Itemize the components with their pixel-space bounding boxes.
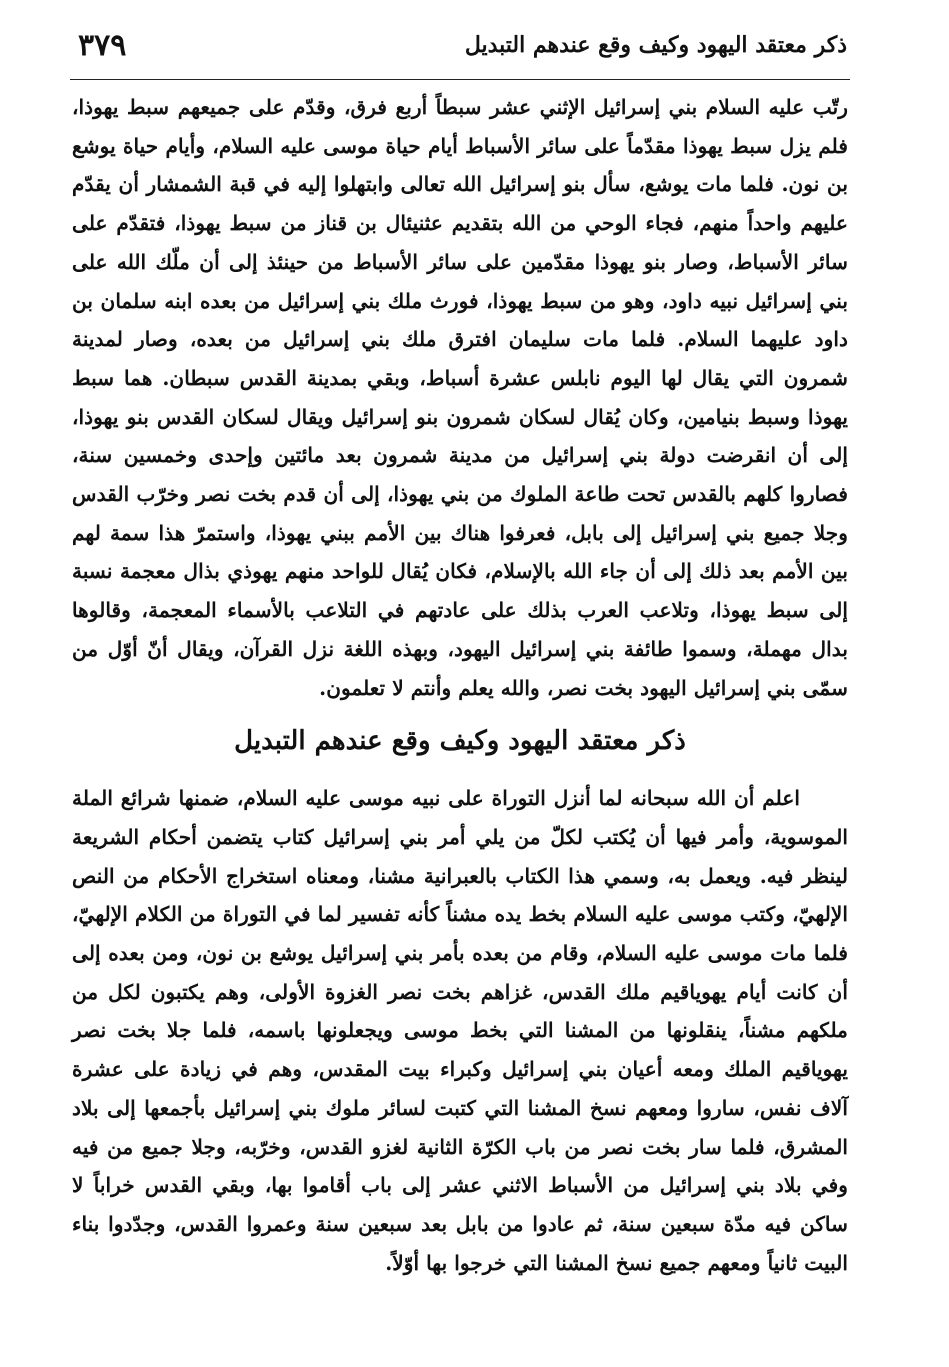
paragraph-2: اعلم أن الله سبحانه لما أنزل التوراة على نبيه موسى عليه السلام، ضمنها شرائع الملة الموسوية، وأمر فيها أن يُكتب لكلّ من يلي أمر بني إسرائيل كتاب يتضمن أحكام الشريعة لينظر فيه. ويعمل به، وسمي هذا الكتاب بالعبرانية مشنا، ومعناه استخراج الأحكام من النص الإلهيّ، وكتب موسى عليه السلام بخط يده مشناً كأنه تفسير لما في التوراة من الكلام الإلهيّ، فلما مات موسى عليه السلام، وقام من بعده بأمر بني إسرائيل يوشع بن نون، ومن بعده إلى أن كانت أيام يهوياقيم ملك القدس، غزاهم بخت نصر الغزوة الأولى، وهم يكتبون لكل من ملكهم مشناً، ينقلونها من المشنا التي بخط موسى ويجعلونها باسمه، فلما جلا بخت نصر يهوياقيم الملك ومعه أعيان بني إسرائيل وكبراء بيت المقدس، وهم في زيادة على عشرة آلاف نفس، ساروا ومعهم نسخ المشنا التي كتبت لسائر ملوك بني إسرائيل بأجمعها إلى بلاد المشرق، فلما سار بخت نصر من باب الكرّة الثانية لغزو القدس، وخرّبه، وجلا جميع من فيه وفي بلاد بني إسرائيل من الأسباط الاثني عشر إلى باب أقاموا بها، وبقي القدس خراباً لا ساكن فيه مدّة سبعين سنة، ثم عادوا من بابل بعد سبعين سنة وعمروا القدس، وجدّدوا بناء البيت ثانياً ومعهم جميع نسخ المشنا التي خرجوا بها أوّلاً. bbox=[72, 786, 848, 1275]
header-rule bbox=[70, 79, 850, 80]
paragraph-1: رتّب عليه السلام بني إسرائيل الإثني عشر سبطاً أربع فرق، وقدّم على جميعهم سبط يهوذا، فلم يزل سبط يهوذا مقدّماً على سائر الأسباط أيام حياة موسى عليه السلام، وأيام حياة يوشع بن نون. فلما مات يوشع، سأل بنو إسرائيل الله تعالى وابتهلوا إليه في قبة الشمشار أن يقدّم عليهم واحداً منهم، فجاء الوحي من الله بتقديم عثنيئال بن قناز من سبط يهوذا، فتقدّم على سائر الأسباط، وصار بنو يهوذا مقدّمين على سائر الأسباط من حينئذ إلى أن ملّك الله على بني إسرائيل نبيه داود، وهو من سبط يهوذا، فورث ملك بني إسرائيل من بعده ابنه سلمان بن داود عليهما السلام. فلما مات سليمان افترق ملك بني إسرائيل من بعده، وصار لمدينة شمرون التي يقال لها اليوم نابلس عشرة أسباط، وبقي بمدينة القدس سبطان. هما سبط يهوذا وسبط بنيامين، وكان يُقال لسكان شمرون بنو إسرائيل ويقال لسكان القدس بنو يهوذا، إلى أن انقرضت دولة بني إسرائيل من مدينة شمرون بعد مائتين وإحدى وخمسين سنة، فصاروا كلهم بالقدس تحت طاعة الملوك من بني يهوذا، إلى أن قدم بخت نصر وخرّب القدس وجلا جميع بني إسرائيل إلى بابل، فعرفوا هناك بين الأمم ببني يهوذا، واستمرّ هذا سمة لهم بين الأمم بعد ذلك إلى أن جاء الله بالإسلام، فكان يُقال للواحد منهم يهوذي بذال معجمة نسبة إلى سبط يهوذا، وتلاعب العرب بذلك على عادتهم في التلاعب بالأسماء المعجمة، وقالوها بدال مهملة، وسموا طائفة بني إسرائيل اليهود، وبهذه اللغة نزل القرآن، ويقال أنّ أوّل من سمّى بني إسرائيل اليهود بخت نصر، والله يعلم وأنتم لا تعلمون. bbox=[72, 95, 848, 700]
page-header bbox=[78, 28, 847, 72]
running-title: ذكر معتقد اليهود وكيف وقع عندهم التبديل bbox=[464, 32, 847, 58]
section-title: ذكر معتقد اليهود وكيف وقع عندهم التبديل bbox=[234, 726, 686, 757]
page-number: ٣٧٩ bbox=[78, 28, 127, 63]
body-text bbox=[72, 88, 848, 1282]
